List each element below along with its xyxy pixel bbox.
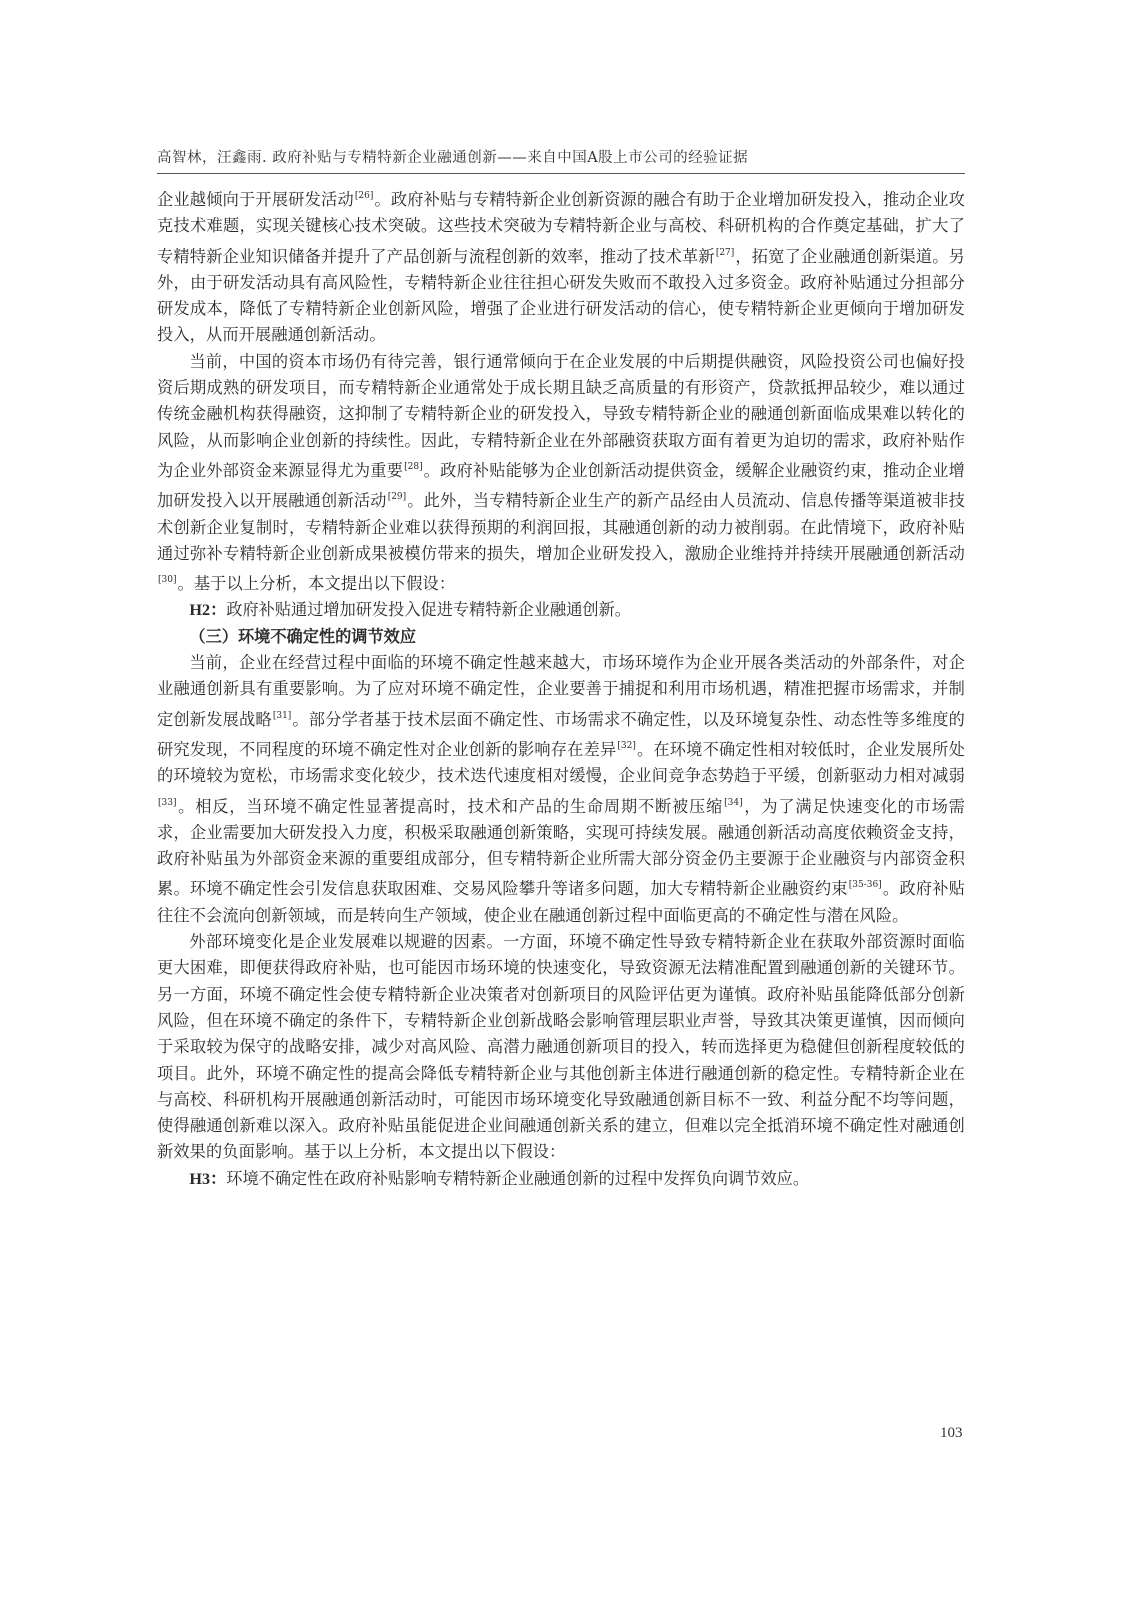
hypothesis-h3 <box>157 1166 965 1192</box>
section-heading: （三）环境不确定性的调节效应 <box>189 626 417 646</box>
paper-page <box>157 146 965 1192</box>
text-run: 。部分学者基于技术层面不确定性、市场需求不确定性，以及环境复杂性、动态性等多维度的研究发现，不同程度的环境不确定性对企业创新的影响存在差异 <box>157 709 965 759</box>
citation-ref: [33] <box>158 797 177 808</box>
citation-ref: [34] <box>724 797 743 808</box>
hypothesis-text: 政府补贴通过增加研发投入促进专精特新企业融通创新。 <box>226 600 631 620</box>
text-run: 。政府补贴往往不会流向创新领域，而是转向生产领域，使企业在融通创新过程中面临更高的不确定性与潜在风险。 <box>157 879 966 925</box>
citation-ref: [26] <box>354 191 374 201</box>
text-run: 当前，企业在经营过程中面临的环境不确定性越来越大，市场环境作为企业开展各类活动的外部条件，对企业融通创新具有重要影响。为了应对环境不确定性，企业要善于捕捉和利用市场机遇，精准把握市场需求，并制定创新发展战略 <box>157 653 965 729</box>
citation-ref: [35-36] <box>848 880 882 891</box>
text-run: 外部环境变化是企业发展难以规避的因素。一方面，环境不确定性导致专精特新企业在获取外部资源时面临更大困难，即便获得政府补贴，也可能因市场环境的快速变化，导致资源无法精准配置到融通创新的关键环节。另一方面，环境不确定性会使专精特新企业决策者对创新项目的风险评估更为谨慎。政府补贴虽能降低部分创新风险，但在环境不确定的条件下，专精特新企业创新战略会影响管理层职业声誉，导致其决策更谨慎，因而倾向于采取较为保守的战略安排，减少对高风险、高潜力融通创新项目的投入，转而选择更为稳健但创新程度较低的项目。此外，环境不确定性的提高会降低专精特新企业与其他创新主体进行融通创新的稳定性。专精特新企业在与高校、科研机构开展融通创新活动时，可能因市场环境变化导致融通创新目标不一致、利益分配不均等问题，使得融通创新难以深入。政府补贴虽能促进企业间融通创新关系的建立，但难以完全抵消环境不确定性对融通创新效果的负面影响。基于以上分析，本文提出以下假设： <box>157 932 965 1162</box>
citation-ref: [30] <box>158 575 177 586</box>
text-run: 。此外，当专精特新企业生产的新产品经由人员流动、信息传播等渠道被非技术创新企业复制时，专精特新企业难以获得预期的利润回报，其融通创新的动力被削弱。在此情境下，政府补贴通过弥补专精特新企业创新成果被模仿带来的损失，增加企业研发投入，激励企业维持并持续开展融通创新活动 <box>157 491 965 563</box>
header-rule <box>157 173 965 174</box>
paragraph <box>157 349 965 598</box>
running-header: 高智林，汪鑫雨. 政府补贴与专精特新企业融通创新——来自中国A股上市公司的经验证据 <box>157 150 749 166</box>
paragraph <box>157 929 965 1166</box>
hypothesis-h2 <box>157 597 965 623</box>
citation-ref: [32] <box>617 740 636 751</box>
text-run: 。政府补贴与专精特新企业创新资源的融合有助于企业增加研发投入，推动企业攻克技术难题，实现关键核心技术突破。这些技术突破为专精特新企业与高校、科研机构的合作奠定基础，扩大了专精特新企业知识储备并提升了产品创新与流程创新的效率，推动了技术革新 <box>157 190 965 266</box>
hypothesis-label: H2： <box>189 601 227 620</box>
text-run: 。相反，当环境不确定性显著提高时，技术和产品的生命周期不断被压缩 <box>177 796 724 816</box>
page-number: 103 <box>940 1425 963 1441</box>
paragraph <box>157 183 965 349</box>
hypothesis-label: H3： <box>189 1169 227 1188</box>
hypothesis-text: 环境不确定性在政府补贴影响专精特新企业融通创新的过程中发挥负向调节效应。 <box>226 1168 810 1188</box>
text-run: 当前，中国的资本市场仍有待完善，银行通常倾向于在企业发展的中后期提供融资，风险投资公司也偏好投资后期成熟的研发项目，而专精特新企业通常处于成长期且缺乏高质量的有形资产，贷款抵押品较少，难以通过传统金融机构获得融资，这抑制了专精特新企业的研发投入，导致专精特新企业的融通创新面临成果难以转化的风险，从而影响企业创新的持续性。因此，专精特新企业在外部融资获取方面有着更为迫切的需求，政府补贴作为企业外部资金来源显得尤为重要 <box>157 351 965 480</box>
citation-ref: [29] <box>387 492 407 503</box>
text-run: ，为了满足快速变化的市场需求，企业需要加大研发投入力度，积极采取融通创新策略，实现可持续发展。融通创新活动高度依赖资金支持，政府补贴虽为外部资金来源的重要组成部分，但专精特新企业所需大部分资金仍主要源于企业融资与内部资金积累。环境不确定性会引发信息获取困难、交易风险攀升等诸多问题，加大专精特新企业融资约束 <box>157 796 965 899</box>
citation-ref: [27] <box>715 247 735 258</box>
citation-ref: [31] <box>272 710 292 721</box>
paragraph <box>157 650 965 929</box>
body-text <box>157 183 965 1192</box>
text-run: 。政府补贴能够为企业创新活动提供资金，缓解企业融资约束，推动企业增加研发投入以开展融通创新活动 <box>157 460 966 511</box>
text-run: ，拓宽了企业融通创新渠道。另外，由于研发活动具有高风险性，专精特新企业往往担心研发失败而不敢投入过多资金。政府补贴通过分担部分研发成本，降低了专精特新企业创新风险，增强了企业进行研发活动的信心，使专精特新企业更倾向于增加研发投入，从而开展融通创新活动。 <box>157 246 965 345</box>
citation-ref: [28] <box>404 461 423 472</box>
text-run: 。基于以上分析，本文提出以下假设： <box>177 574 456 594</box>
text-run: 。在环境不确定性相对较低时，企业发展所处的环境较为宽松，市场需求变化较少，技术迭代速度相对缓慢，企业间竞争态势趋于平缓，创新驱动力相对减弱 <box>157 739 966 786</box>
text-run: 企业越倾向于开展研发活动 <box>157 190 354 209</box>
